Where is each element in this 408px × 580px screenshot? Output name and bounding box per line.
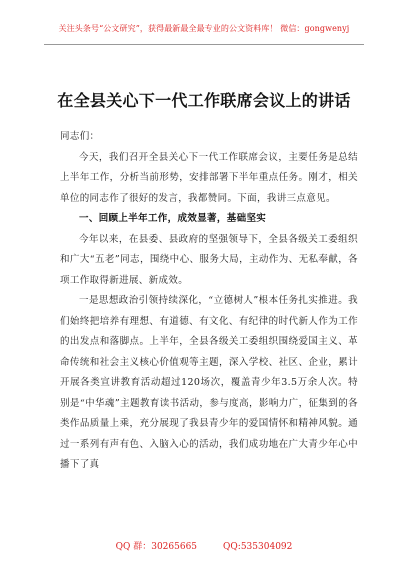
body-paragraph: 今年以来，在县委、县政府的坚强领导下，全县各级关工委组织和广大“五老”同志，围绕中心、服务大局，主动作为、无私奉献，各项工作取得新进展、新成效。	[60, 233, 358, 286]
footer-qq: QQ:535304092	[223, 542, 293, 552]
body-paragraph: 一是思想政治引领持续深化，“立德树人”根本任务扎实推进。我们始终把培养有理想、有道德、有文化、有纪律的时代新人作为工作的出发点和落脚点。上半年，全县各级关工委组织围绕爱国主义、革命传统和社会主义核心价值观等主题，深入学校、社区、企业，累计开展各类宣讲教育活动超过120场次，覆盖青少年3.5万余人次。特别是“中华魂”主题教育读书活动，参与度高，影响力广，征集到的各类作品质量上乘，充分展现了我县青少年的爱国情怀和精神风貌。通过一系列有声有色、入脑入心的活动，我们成功地在广大青少年心中播下了真	[60, 295, 358, 470]
header-divider	[44, 44, 364, 45]
document-body	[60, 127, 358, 476]
section-heading: 一、回顾上半年工作，成效显著，基础坚实	[79, 213, 267, 224]
intro-paragraph: 今天，我们召开全县关心下一代工作联席会议，主要任务是总结上半年工作，分析当前形势，安排部署下半年重点任务。刚才，相关单位的同志作了很好的发言，我都赞同。下面，我讲三点意见。	[60, 151, 358, 204]
footer-contact	[0, 539, 408, 552]
header-promo-note: 关注头条号“公文研究”，获得最新最全最专业的公文资料库！ 微信：gongwenyj	[58, 24, 350, 33]
salutation: 同志们：	[60, 131, 100, 142]
footer-qq-group: QQ 群：30265665	[115, 542, 198, 552]
document-title: 在全县关心下一代工作联席会议上的讲话	[57, 91, 351, 110]
